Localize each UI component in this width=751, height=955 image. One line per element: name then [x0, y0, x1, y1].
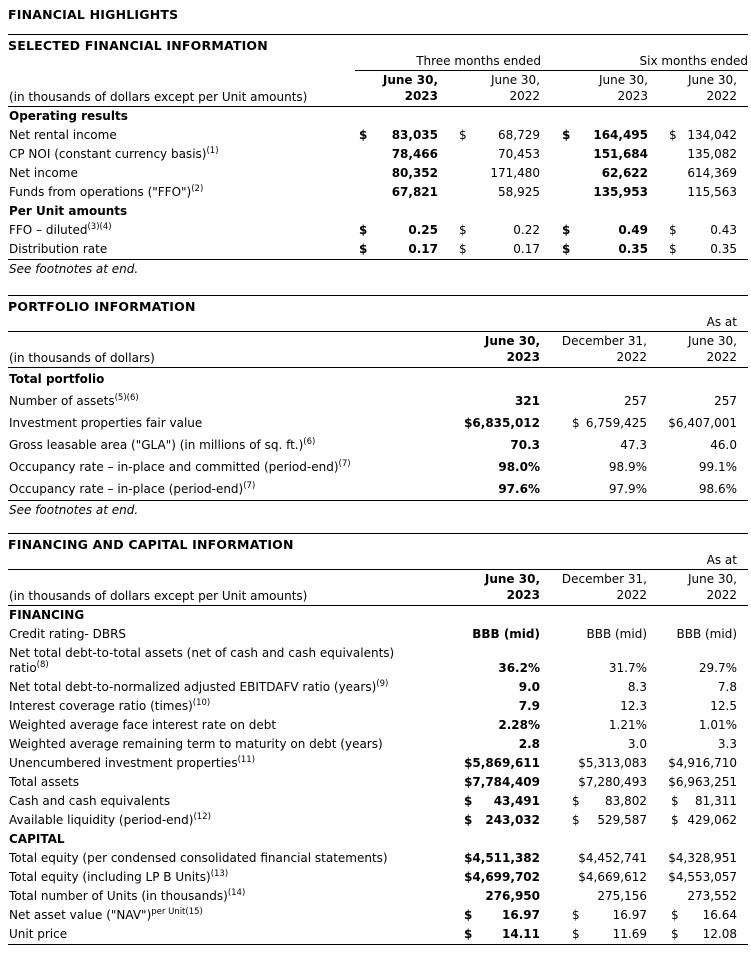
row-label: CAPITAL	[9, 832, 65, 846]
row-label: Total portfolio	[9, 372, 105, 386]
year-header-line1: June 30,	[687, 572, 737, 586]
row-label: Net rental income	[9, 128, 117, 142]
sections-container	[8, 34, 748, 945]
cell-value: 16.64	[702, 908, 737, 922]
cell-value: 83,035	[391, 128, 438, 142]
year-header-line1: June 30,	[484, 334, 540, 348]
value-cell: 171,480	[490, 166, 540, 180]
value-cell	[648, 830, 748, 849]
row-label: Interest coverage ratio (times)$^{(10)}$	[9, 698, 211, 713]
table-row	[8, 887, 748, 906]
year-header-line1: June 30,	[687, 73, 737, 87]
table-row	[8, 773, 748, 792]
table-row	[8, 906, 748, 925]
value-cell	[648, 925, 748, 945]
value-cell: $4,916,710	[668, 756, 737, 770]
year-header-line1: December 31,	[561, 334, 647, 348]
table-row	[8, 240, 748, 260]
row-label: Operating results	[9, 109, 128, 123]
footnote-reference: (5)(6)	[114, 393, 139, 403]
value-cell: 257	[624, 394, 647, 408]
portfolio-information-table	[8, 316, 748, 501]
cell-value: 11.69	[612, 927, 647, 941]
row-label: Total equity (including LP B Units)$^{(13)}$	[9, 869, 229, 884]
dollar-sign: $	[562, 128, 571, 142]
value-cell: 614,369	[687, 166, 737, 180]
year-header	[439, 71, 541, 107]
value-cell: 3.3	[717, 737, 737, 751]
row-label: Weighted average face interest rate on debt	[9, 718, 277, 732]
value-cell: 2.28%	[498, 718, 540, 732]
value-cell: 62,622	[601, 166, 648, 180]
cell-value: 0.17	[408, 242, 438, 256]
dollar-sign: $	[459, 242, 467, 256]
row-label: Occupancy rate – in-place (period-end)$^{(7)}$	[8, 478, 456, 501]
value-cell	[456, 925, 541, 945]
corner-label: (in thousands of dollars except per Unit amounts)	[8, 570, 456, 606]
footnote-reference: (8)	[36, 660, 49, 670]
cell-value: 529,587	[597, 813, 647, 827]
value-cell	[456, 906, 541, 925]
value-cell: 7.9	[518, 699, 540, 713]
footnote-reference: (2)	[191, 184, 204, 194]
dollar-sign: $	[464, 813, 473, 827]
dollar-sign: $	[359, 242, 368, 256]
cell-value: 134,042	[687, 128, 737, 142]
value-cell: $4,511,382	[464, 851, 540, 865]
value-cell	[541, 811, 648, 830]
selected-financial-information-table	[8, 55, 748, 260]
portfolio-information-section	[8, 295, 748, 518]
value-cell	[648, 811, 748, 830]
value-cell: $7,784,409	[464, 775, 540, 789]
table-row	[8, 434, 748, 456]
row-label: Total equity (per condensed consolidated financial statements)	[9, 851, 388, 865]
cell-value: 0.22	[513, 223, 540, 237]
table-row	[8, 735, 748, 754]
value-cell: BBB (mid)	[586, 627, 647, 641]
dollar-sign: $	[572, 794, 580, 808]
value-cell: 31.7%	[608, 661, 647, 675]
value-cell	[541, 906, 648, 925]
table-row	[8, 145, 748, 164]
value-cell: 46.0	[710, 438, 737, 452]
row-label: Credit rating- DBRS	[9, 627, 127, 641]
cell-value: 68,729	[498, 128, 540, 142]
row-label: Net total debt-to-total assets (net of cash and cash equivalents) ratio$^{(8)}$	[9, 646, 395, 675]
value-cell	[541, 126, 649, 145]
dollar-sign: $	[359, 128, 368, 142]
table-row	[8, 412, 748, 434]
value-cell	[541, 830, 648, 849]
row-label: Total number of Units (in thousands)$^{(14)}$	[9, 888, 246, 903]
table-row	[8, 678, 748, 697]
value-cell: $6,963,251	[668, 775, 737, 789]
footnote-reference: (6)	[303, 437, 316, 447]
row-label: Per Unit amounts	[9, 204, 128, 218]
value-cell	[456, 606, 541, 626]
period-group-row	[8, 55, 748, 71]
table-row	[8, 456, 748, 478]
value-cell: $4,328,951	[668, 851, 737, 865]
dollar-sign: $	[562, 223, 571, 237]
value-cell	[648, 906, 748, 925]
year-header	[355, 71, 439, 107]
value-cell: 98.0%	[498, 460, 540, 474]
value-cell: 273,552	[687, 889, 737, 903]
section-title: SELECTED FINANCIAL INFORMATION	[8, 38, 268, 53]
year-header-line2: 2022	[706, 89, 737, 103]
table-row	[8, 868, 748, 887]
dollar-sign: $	[459, 223, 467, 237]
value-cell: 1.01%	[698, 718, 737, 732]
row-label: Number of assets$^{(5)(6)}$	[9, 393, 139, 408]
row-label: Unencumbered investment properties$^{(11)}$	[9, 755, 256, 770]
value-cell	[541, 240, 649, 260]
cell-value: 429,062	[687, 813, 737, 827]
as-at-row	[8, 554, 748, 570]
value-cell: BBB (mid)	[676, 627, 737, 641]
value-cell: 97.6%	[456, 478, 541, 501]
value-cell: $5,313,083	[578, 756, 647, 770]
value-cell: 276,950	[485, 889, 540, 903]
year-header-line2: 2022	[616, 588, 647, 602]
footnote-reference: (7)	[243, 481, 256, 491]
value-cell: 2.8	[518, 737, 540, 751]
value-cell: $6,407,001	[668, 416, 737, 430]
year-header	[649, 71, 748, 107]
row-label: Net income	[9, 166, 78, 180]
value-cell: 98.6%	[648, 478, 748, 501]
row-label: CP NOI (constant currency basis)$^{(1)}$	[9, 146, 219, 161]
value-cell: $4,699,702	[464, 870, 540, 884]
value-cell: 3.0	[627, 737, 647, 751]
value-cell: 9.0	[518, 680, 540, 694]
dollar-sign: $	[572, 416, 580, 430]
footnotes-note: See footnotes at end.	[9, 503, 139, 517]
year-header-line2: 2023	[506, 588, 540, 602]
row-label: Cash and cash equivalents	[9, 794, 171, 808]
value-cell	[439, 240, 541, 260]
value-cell	[541, 107, 649, 127]
section-title: FINANCING AND CAPITAL INFORMATION	[8, 537, 294, 552]
value-cell: 12.3	[620, 699, 647, 713]
value-cell: 1.21%	[608, 718, 647, 732]
dollar-sign: $	[669, 223, 677, 237]
value-cell	[541, 792, 648, 811]
table-row	[8, 849, 748, 868]
footnote-reference: (12)	[193, 812, 211, 822]
cell-value: 12.08	[702, 927, 737, 941]
year-header-line1: June 30,	[484, 572, 540, 586]
table-row	[8, 716, 748, 735]
value-cell	[648, 368, 748, 391]
cell-value: 0.35	[710, 242, 737, 256]
section-header-row	[8, 606, 748, 626]
value-cell: 12.5	[710, 699, 737, 713]
value-cell	[541, 925, 648, 945]
value-cell	[439, 126, 541, 145]
table-row	[8, 792, 748, 811]
cell-value: 0.43	[710, 223, 737, 237]
table-row	[8, 164, 748, 183]
value-cell	[456, 811, 541, 830]
value-cell: 135,082	[687, 147, 737, 161]
cell-value: 164,495	[593, 128, 648, 142]
dollar-sign: $	[671, 927, 679, 941]
value-cell: 29.7%	[698, 661, 737, 675]
value-cell	[649, 107, 748, 127]
value-cell: 151,684	[593, 147, 648, 161]
cell-value: 0.35	[618, 242, 648, 256]
value-cell	[541, 221, 649, 240]
column-header-row	[8, 332, 748, 368]
value-cell: 70.3	[510, 438, 540, 452]
value-cell: $4,669,612	[578, 870, 647, 884]
value-cell: 80,352	[391, 166, 438, 180]
year-header-line2: 2022	[509, 89, 540, 103]
value-cell	[541, 368, 648, 391]
financing-and-capital-information-table	[8, 554, 748, 945]
value-cell: $4,452,741	[578, 851, 647, 865]
value-cell	[649, 126, 748, 145]
dollar-sign: $	[572, 908, 580, 922]
dollar-sign: $	[459, 128, 467, 142]
cell-value: 0.49	[618, 223, 648, 237]
value-cell	[355, 126, 439, 145]
value-cell: 321	[514, 394, 540, 408]
value-cell: 98.9%	[608, 460, 647, 474]
footnote-reference: (10)	[192, 698, 211, 708]
year-header-line2: 2022	[706, 350, 737, 364]
year-header	[648, 332, 748, 368]
dollar-sign: $	[359, 223, 368, 237]
dollar-sign: $	[671, 794, 679, 808]
year-header-line1: June 30,	[382, 73, 438, 87]
section-header-row	[8, 368, 748, 391]
group-row-spacer	[8, 55, 355, 71]
row-label: Distribution rate	[8, 240, 355, 260]
cell-value: 83,802	[605, 794, 647, 808]
financing-and-capital-information-section	[8, 533, 748, 945]
footnote-reference: (7)	[338, 459, 351, 469]
page-title: FINANCIAL HIGHLIGHTS	[8, 7, 179, 22]
footnote-reference: (13)	[210, 869, 229, 879]
value-cell	[439, 107, 541, 127]
table-row	[8, 183, 748, 202]
column-header-row	[8, 570, 748, 606]
value-cell: 8.3	[627, 680, 647, 694]
value-cell	[355, 202, 439, 221]
table-row	[8, 390, 748, 412]
row-label: Funds from operations ("FFO")$^{(2)}$	[9, 184, 204, 199]
year-header-line1: June 30,	[490, 73, 540, 87]
as-at-label: As at	[456, 316, 748, 332]
cell-value: 6,759,425	[585, 416, 647, 430]
cell-value: 0.17	[513, 242, 540, 256]
year-header	[456, 570, 541, 606]
value-cell: 58,925	[498, 185, 540, 199]
dollar-sign: $	[671, 908, 679, 922]
value-cell: 257	[714, 394, 737, 408]
table-row	[8, 811, 748, 830]
as-at-row	[8, 316, 748, 332]
value-cell: $7,280,493	[578, 775, 647, 789]
dollar-sign: $	[671, 813, 679, 827]
corner-label: (in thousands of dollars except per Unit amounts)	[8, 71, 355, 107]
row-label: Investment properties fair value	[9, 416, 203, 430]
value-cell	[648, 792, 748, 811]
dollar-sign: $	[464, 794, 473, 808]
value-cell: 36.2%	[498, 661, 540, 675]
dollar-sign: $	[572, 813, 580, 827]
table-row	[8, 754, 748, 773]
value-cell	[649, 240, 748, 260]
value-cell	[456, 792, 541, 811]
period-group-header: Six months ended	[541, 55, 748, 71]
row-label: Net asset value ("NAV")$^{per Unit(15)}$	[9, 907, 203, 922]
year-header	[541, 332, 648, 368]
value-cell: 275,156	[597, 889, 647, 903]
dollar-sign: $	[464, 927, 473, 941]
row-label: FINANCING	[9, 608, 85, 622]
year-header-line1: December 31,	[561, 572, 647, 586]
section-header-row	[8, 202, 748, 221]
year-header-line2: 2022	[706, 588, 737, 602]
value-cell	[648, 606, 748, 626]
cell-value: 16.97	[502, 908, 540, 922]
table-row	[8, 221, 748, 240]
row-label: Available liquidity (period-end)$^{(12)}$	[9, 812, 211, 827]
value-cell	[439, 202, 541, 221]
value-cell	[541, 412, 648, 434]
footnote-reference: (14)	[227, 888, 246, 898]
value-cell: $5,869,611	[464, 756, 540, 770]
footnote-reference: (3)(4)	[87, 222, 112, 232]
year-header-line2: 2023	[404, 89, 438, 103]
value-cell	[456, 368, 541, 391]
value-cell: 78,466	[391, 147, 438, 161]
footnote-reference: per Unit(15)	[151, 907, 203, 917]
dollar-sign: $	[562, 242, 571, 256]
value-cell: 67,821	[391, 185, 438, 199]
value-cell	[355, 240, 439, 260]
cell-value: 0.25	[408, 223, 438, 237]
cell-value: 81,311	[695, 794, 737, 808]
value-cell	[649, 202, 748, 221]
footnotes-note: See footnotes at end.	[9, 262, 139, 276]
value-cell	[541, 202, 649, 221]
value-cell: 135,953	[593, 185, 648, 199]
row-label: Weighted average remaining term to maturity on debt (years)	[9, 737, 383, 751]
table-row	[8, 697, 748, 716]
year-header-line2: 2023	[506, 350, 540, 364]
year-header	[456, 332, 541, 368]
cell-value: 14.11	[502, 927, 540, 941]
value-cell	[649, 221, 748, 240]
column-header-row	[8, 71, 748, 107]
dollar-sign: $	[464, 908, 473, 922]
year-header-line2: 2023	[617, 89, 648, 103]
period-group-header: Three months ended	[355, 55, 541, 71]
year-header-line2: 2022	[616, 350, 647, 364]
year-header-line1: June 30,	[598, 73, 648, 87]
row-label: Net total debt-to-normalized adjusted EBITDAFV ratio (years)$^{(9)}$	[9, 679, 389, 694]
value-cell: $6,835,012	[464, 416, 540, 430]
cell-value: 43,491	[493, 794, 540, 808]
as-at-spacer	[8, 316, 456, 332]
value-cell: 99.1%	[698, 460, 737, 474]
table-row	[8, 625, 748, 644]
value-cell: 115,563	[687, 185, 737, 199]
value-cell	[439, 221, 541, 240]
value-cell	[355, 221, 439, 240]
as-at-spacer	[8, 554, 456, 570]
value-cell: 47.3	[620, 438, 647, 452]
footnote-reference: (11)	[237, 755, 256, 765]
year-header	[648, 570, 748, 606]
section-header-row	[8, 830, 748, 849]
dollar-sign: $	[669, 242, 677, 256]
value-cell: 70,453	[498, 147, 540, 161]
value-cell: BBB (mid)	[472, 627, 540, 641]
row-label: Unit price	[8, 925, 456, 945]
value-cell: 7.8	[717, 680, 737, 694]
dollar-sign: $	[669, 128, 677, 142]
as-at-label: As at	[456, 554, 748, 570]
table-row	[8, 644, 748, 678]
year-header-line1: June 30,	[687, 334, 737, 348]
row-label: Occupancy rate – in-place and committed (period-end)$^{(7)}$	[9, 459, 351, 474]
footnote-reference: (1)	[206, 146, 219, 156]
value-cell	[355, 107, 439, 127]
year-header	[541, 71, 649, 107]
value-cell: 97.9%	[541, 478, 648, 501]
corner-label: (in thousands of dollars)	[8, 332, 456, 368]
section-header-row	[8, 107, 748, 127]
row-label: Gross leasable area ("GLA") (in millions of sq. ft.)$^{(6)}$	[9, 437, 316, 452]
table-row	[8, 478, 748, 501]
value-cell: $4,553,057	[668, 870, 737, 884]
selected-financial-information-section	[8, 34, 748, 277]
value-cell	[456, 830, 541, 849]
footnote-reference: (9)	[376, 679, 389, 689]
dollar-sign: $	[572, 927, 580, 941]
table-row	[8, 126, 748, 145]
section-title: PORTFOLIO INFORMATION	[8, 299, 196, 314]
value-cell	[541, 606, 648, 626]
year-header	[541, 570, 648, 606]
row-label: FFO – diluted$^{(3)(4)}$	[9, 222, 112, 237]
cell-value: 16.97	[612, 908, 647, 922]
row-label: Total assets	[9, 775, 80, 789]
cell-value: 243,032	[485, 813, 540, 827]
table-row	[8, 925, 748, 945]
